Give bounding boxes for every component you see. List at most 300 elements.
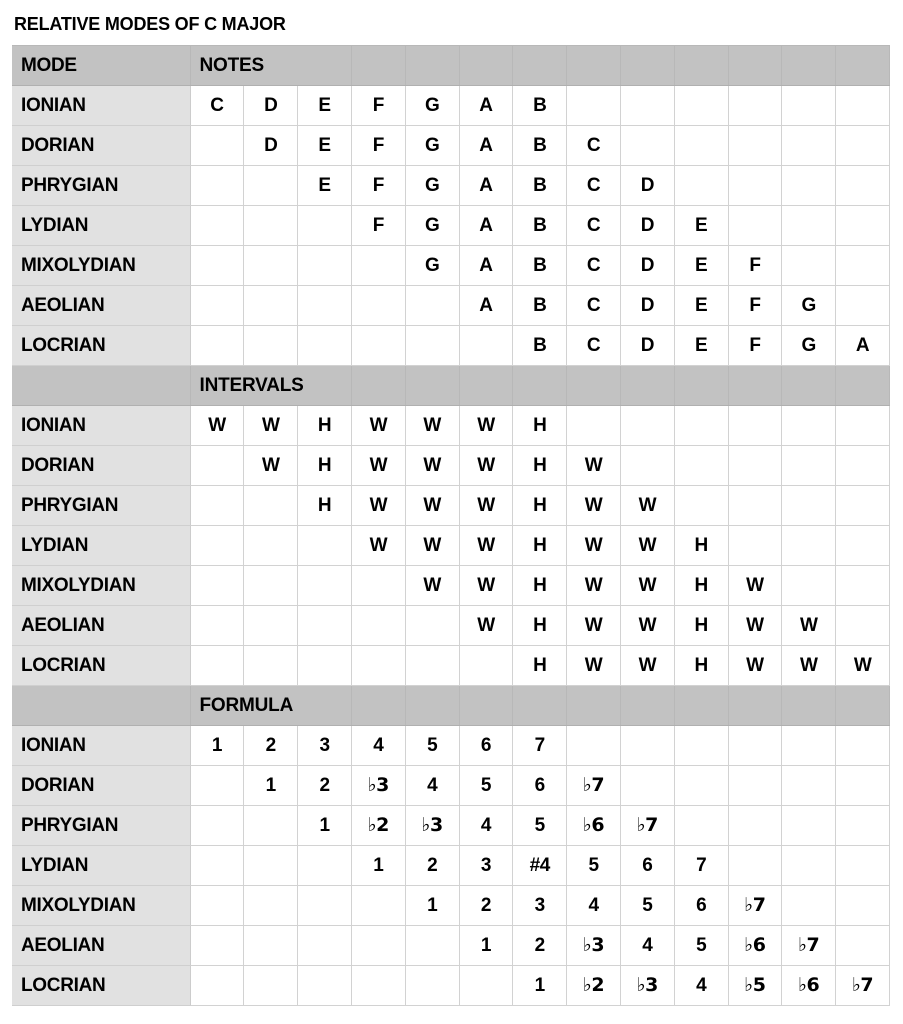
data-cell-empty (298, 286, 352, 326)
data-cell-empty (244, 486, 298, 526)
data-cell-empty (836, 766, 890, 806)
section-header-filler-cell (567, 686, 621, 726)
data-cell-filled: B (513, 126, 567, 166)
data-cell-empty (674, 446, 728, 486)
data-cell-empty (190, 806, 244, 846)
section-header-row-notes (12, 46, 890, 86)
data-cell-filled: 2 (298, 766, 352, 806)
data-cell-filled: G (782, 286, 836, 326)
data-cell-filled: A (459, 126, 513, 166)
data-cell-filled: G (405, 206, 459, 246)
data-cell-filled (567, 766, 621, 806)
data-cell-filled: W (459, 526, 513, 566)
data-cell-filled: E (674, 286, 728, 326)
data-cell-filled: D (244, 86, 298, 126)
data-cell-empty (728, 406, 782, 446)
data-cell-filled: H (513, 446, 567, 486)
data-cell-empty (836, 286, 890, 326)
section-header-filler-cell (782, 686, 836, 726)
data-cell-empty (836, 926, 890, 966)
data-cell-filled: H (513, 646, 567, 686)
data-cell-empty (298, 646, 352, 686)
data-cell-filled: W (567, 566, 621, 606)
data-cell-filled: 1 (244, 766, 298, 806)
data-cell-filled: 7 (513, 726, 567, 766)
section-header-filler-cell (620, 686, 674, 726)
data-cell-empty (244, 606, 298, 646)
mode-name-cell: LOCRIAN (12, 966, 190, 1006)
data-cell-filled: W (567, 486, 621, 526)
data-cell-filled: W (567, 646, 621, 686)
data-cell-empty (298, 566, 352, 606)
data-cell-filled: 6 (459, 726, 513, 766)
section-header-filler-cell (459, 46, 513, 86)
section-header-row-intervals (12, 366, 890, 406)
data-cell-empty (836, 526, 890, 566)
data-cell-empty (782, 766, 836, 806)
data-cell-filled: 4 (674, 966, 728, 1006)
section-header-filler-cell (459, 366, 513, 406)
data-cell-filled: W (405, 566, 459, 606)
data-cell-empty (351, 566, 405, 606)
data-cell-filled (620, 966, 674, 1006)
data-cell-empty (728, 806, 782, 846)
mode-name-cell: MIXOLYDIAN (12, 886, 190, 926)
data-cell-empty (190, 486, 244, 526)
data-cell-filled: H (513, 526, 567, 566)
section-header-filler-cell (782, 366, 836, 406)
table-row (12, 966, 890, 1006)
data-cell-empty (190, 886, 244, 926)
section-header-filler-cell (836, 686, 890, 726)
data-cell-filled: 6 (620, 846, 674, 886)
data-cell-filled: W (782, 606, 836, 646)
data-cell-empty (244, 526, 298, 566)
data-cell-empty (782, 126, 836, 166)
data-cell-empty (728, 726, 782, 766)
data-cell-empty (567, 406, 621, 446)
table-row (12, 646, 890, 686)
data-cell-empty (782, 246, 836, 286)
data-cell-empty (190, 126, 244, 166)
data-cell-empty (351, 886, 405, 926)
data-cell-filled: H (513, 566, 567, 606)
data-cell-empty (351, 646, 405, 686)
data-cell-empty (351, 246, 405, 286)
data-cell-empty (836, 126, 890, 166)
data-cell-filled: W (190, 406, 244, 446)
section-header-filler-cell (405, 686, 459, 726)
mode-name-cell: DORIAN (12, 446, 190, 486)
data-cell-filled: C (567, 126, 621, 166)
section-header-filler-cell (728, 686, 782, 726)
data-cell-empty (244, 966, 298, 1006)
data-cell-empty (728, 166, 782, 206)
data-cell-filled: E (298, 86, 352, 126)
data-cell-empty (298, 206, 352, 246)
section-header-filler-cell (674, 366, 728, 406)
data-cell-filled: H (513, 406, 567, 446)
data-cell-filled: F (728, 286, 782, 326)
section-header-filler-cell (513, 366, 567, 406)
data-cell-filled: 5 (674, 926, 728, 966)
data-cell-filled: W (620, 526, 674, 566)
mode-name-cell: MIXOLYDIAN (12, 246, 190, 286)
table-row (12, 326, 890, 366)
data-cell-empty (674, 126, 728, 166)
data-cell-filled: E (674, 246, 728, 286)
data-cell-filled: 5 (459, 766, 513, 806)
section-header-filler-cell (351, 366, 405, 406)
data-cell-empty (782, 886, 836, 926)
data-cell-filled: 4 (405, 766, 459, 806)
data-cell-filled: 2 (513, 926, 567, 966)
data-cell-filled: H (674, 566, 728, 606)
data-cell-empty (782, 406, 836, 446)
table-row (12, 806, 890, 846)
data-cell-filled: 1 (298, 806, 352, 846)
section-header-filler-cell (728, 46, 782, 86)
data-cell-empty (620, 86, 674, 126)
data-cell-empty (298, 246, 352, 286)
data-cell-filled: 6 (674, 886, 728, 926)
table-row (12, 726, 890, 766)
mode-name-cell: AEOLIAN (12, 286, 190, 326)
data-cell-empty (459, 966, 513, 1006)
data-cell-filled: 1 (351, 846, 405, 886)
data-cell-empty (836, 606, 890, 646)
mode-name-cell: AEOLIAN (12, 606, 190, 646)
section-header-filler-cell (567, 46, 621, 86)
data-cell-empty (782, 566, 836, 606)
data-cell-filled: W (459, 606, 513, 646)
data-cell-filled: W (567, 526, 621, 566)
data-cell-empty (836, 566, 890, 606)
data-cell-filled: F (351, 166, 405, 206)
table-row (12, 766, 890, 806)
data-cell-filled: B (513, 326, 567, 366)
data-cell-filled: C (567, 246, 621, 286)
data-cell-filled: W (620, 566, 674, 606)
data-cell-filled: W (405, 406, 459, 446)
data-cell-empty (244, 326, 298, 366)
data-cell-filled: 5 (567, 846, 621, 886)
data-cell-filled: B (513, 166, 567, 206)
data-cell-empty (782, 726, 836, 766)
data-cell-filled (620, 806, 674, 846)
data-cell-empty (674, 726, 728, 766)
data-cell-filled: 3 (298, 726, 352, 766)
data-cell-filled: 5 (620, 886, 674, 926)
data-cell-filled: A (836, 326, 890, 366)
table-body (12, 46, 890, 1006)
data-cell-empty (782, 446, 836, 486)
mode-name-cell: LOCRIAN (12, 326, 190, 366)
data-cell-filled: W (351, 526, 405, 566)
data-cell-filled: #4 (513, 846, 567, 886)
data-cell-empty (244, 806, 298, 846)
data-cell-empty (244, 646, 298, 686)
data-cell-empty (836, 406, 890, 446)
data-cell-empty (674, 166, 728, 206)
data-cell-filled: W (351, 446, 405, 486)
data-cell-filled: W (620, 646, 674, 686)
flat-symbol-icon: ♭5 (744, 974, 766, 996)
data-cell-filled: B (513, 86, 567, 126)
data-cell-empty (298, 966, 352, 1006)
data-cell-filled: 1 (405, 886, 459, 926)
flat-symbol-icon: ♭7 (744, 894, 766, 916)
data-cell-filled: W (567, 446, 621, 486)
flat-symbol-icon: ♭7 (636, 814, 658, 836)
data-cell-filled: H (298, 486, 352, 526)
section-header-filler-cell (836, 46, 890, 86)
data-cell-empty (459, 326, 513, 366)
data-cell-filled (567, 966, 621, 1006)
data-cell-filled: A (459, 166, 513, 206)
data-cell-filled: E (298, 126, 352, 166)
data-cell-filled: 4 (459, 806, 513, 846)
data-cell-empty (620, 126, 674, 166)
mode-name-cell: PHRYGIAN (12, 166, 190, 206)
data-cell-empty (298, 846, 352, 886)
section-header-filler-cell (351, 46, 405, 86)
data-cell-filled: H (298, 406, 352, 446)
data-cell-filled: F (728, 326, 782, 366)
data-cell-empty (836, 806, 890, 846)
section-header-filler-cell (459, 686, 513, 726)
section-header-mode-label-intervals (12, 366, 190, 406)
data-cell-filled: 7 (674, 846, 728, 886)
data-cell-filled: A (459, 86, 513, 126)
data-cell-filled: W (244, 406, 298, 446)
data-cell-filled (728, 966, 782, 1006)
data-cell-filled: W (620, 486, 674, 526)
data-cell-filled: B (513, 206, 567, 246)
mode-name-cell: PHRYGIAN (12, 806, 190, 846)
table-row (12, 926, 890, 966)
data-cell-empty (836, 246, 890, 286)
section-header-filler-cell (351, 686, 405, 726)
data-cell-filled: W (728, 606, 782, 646)
section-header-mode-label-formula (12, 686, 190, 726)
data-cell-filled: H (513, 606, 567, 646)
data-cell-empty (190, 166, 244, 206)
data-cell-empty (190, 566, 244, 606)
data-cell-filled: F (351, 206, 405, 246)
section-header-filler-cell (405, 46, 459, 86)
data-cell-filled: A (459, 206, 513, 246)
data-cell-empty (190, 646, 244, 686)
data-cell-filled: G (782, 326, 836, 366)
data-cell-filled: 3 (459, 846, 513, 886)
mode-name-cell: LYDIAN (12, 526, 190, 566)
data-cell-filled (782, 926, 836, 966)
data-cell-empty (836, 166, 890, 206)
data-cell-filled: 1 (190, 726, 244, 766)
data-cell-filled (728, 926, 782, 966)
mode-name-cell: MIXOLYDIAN (12, 566, 190, 606)
data-cell-filled: W (405, 486, 459, 526)
data-cell-filled: H (298, 446, 352, 486)
data-cell-filled: C (190, 86, 244, 126)
mode-name-cell: PHRYGIAN (12, 486, 190, 526)
data-cell-filled: W (405, 526, 459, 566)
flat-symbol-icon: ♭3 (421, 814, 443, 836)
section-header-row-formula (12, 686, 890, 726)
data-cell-filled: F (728, 246, 782, 286)
data-cell-filled: H (674, 526, 728, 566)
table-row (12, 446, 890, 486)
data-cell-empty (620, 446, 674, 486)
mode-name-cell: LYDIAN (12, 206, 190, 246)
data-cell-empty (782, 486, 836, 526)
data-cell-filled: W (620, 606, 674, 646)
data-cell-filled: G (405, 126, 459, 166)
data-cell-filled: E (674, 206, 728, 246)
data-cell-filled: G (405, 166, 459, 206)
data-cell-empty (190, 446, 244, 486)
table-row (12, 166, 890, 206)
data-cell-empty (298, 606, 352, 646)
data-cell-empty (728, 86, 782, 126)
data-cell-filled: D (244, 126, 298, 166)
data-cell-empty (674, 486, 728, 526)
mode-name-cell: DORIAN (12, 766, 190, 806)
data-cell-empty (836, 446, 890, 486)
data-cell-filled: 6 (513, 766, 567, 806)
data-cell-empty (782, 166, 836, 206)
section-header-label-notes: NOTES (190, 46, 351, 86)
data-cell-empty (782, 806, 836, 846)
relative-modes-table (12, 45, 890, 1006)
section-header-filler-cell (513, 686, 567, 726)
data-cell-filled (567, 806, 621, 846)
data-cell-empty (728, 446, 782, 486)
data-cell-filled (728, 886, 782, 926)
data-cell-empty (405, 326, 459, 366)
table-row (12, 406, 890, 446)
data-cell-empty (190, 926, 244, 966)
data-cell-filled: W (351, 486, 405, 526)
data-cell-filled: D (620, 246, 674, 286)
flat-symbol-icon: ♭7 (582, 774, 605, 796)
data-cell-empty (190, 206, 244, 246)
data-cell-empty (298, 326, 352, 366)
table-row (12, 886, 890, 926)
data-cell-filled: W (351, 406, 405, 446)
section-header-filler-cell (836, 366, 890, 406)
data-cell-empty (620, 726, 674, 766)
data-cell-empty (782, 86, 836, 126)
data-cell-empty (244, 566, 298, 606)
table-row (12, 566, 890, 606)
data-cell-empty (351, 926, 405, 966)
data-cell-empty (836, 726, 890, 766)
mode-name-cell: IONIAN (12, 726, 190, 766)
data-cell-filled: F (351, 126, 405, 166)
table-row (12, 206, 890, 246)
flat-symbol-icon: ♭3 (636, 974, 658, 996)
mode-name-cell: IONIAN (12, 86, 190, 126)
flat-symbol-icon: ♭6 (582, 814, 605, 836)
data-cell-empty (620, 406, 674, 446)
section-header-mode-label-notes: MODE (12, 46, 190, 86)
flat-symbol-icon: ♭2 (367, 814, 389, 836)
mode-name-cell: DORIAN (12, 126, 190, 166)
data-cell-empty (405, 646, 459, 686)
data-cell-empty (567, 726, 621, 766)
mode-name-cell: AEOLIAN (12, 926, 190, 966)
data-cell-empty (674, 86, 728, 126)
data-cell-filled: A (459, 286, 513, 326)
table-row (12, 486, 890, 526)
table-row (12, 846, 890, 886)
data-cell-filled: D (620, 326, 674, 366)
data-cell-filled: F (351, 86, 405, 126)
data-cell-filled: 1 (513, 966, 567, 1006)
data-cell-filled: 5 (513, 806, 567, 846)
section-header-filler-cell (728, 366, 782, 406)
flat-symbol-icon: ♭7 (798, 934, 820, 956)
data-cell-filled (782, 966, 836, 1006)
data-cell-empty (836, 206, 890, 246)
data-cell-filled: W (567, 606, 621, 646)
data-cell-empty (351, 286, 405, 326)
data-cell-filled: D (620, 166, 674, 206)
data-cell-empty (728, 486, 782, 526)
data-cell-filled: 3 (513, 886, 567, 926)
flat-symbol-icon: ♭3 (582, 934, 605, 956)
table-row (12, 606, 890, 646)
data-cell-empty (244, 286, 298, 326)
data-cell-filled: C (567, 166, 621, 206)
data-cell-empty (190, 326, 244, 366)
data-cell-empty (567, 86, 621, 126)
data-cell-filled (567, 926, 621, 966)
data-cell-empty (244, 246, 298, 286)
data-cell-filled: W (728, 566, 782, 606)
flat-symbol-icon: ♭3 (367, 774, 389, 796)
table-row (12, 526, 890, 566)
data-cell-empty (244, 166, 298, 206)
data-cell-empty (190, 846, 244, 886)
data-cell-empty (190, 526, 244, 566)
data-cell-filled: W (405, 446, 459, 486)
data-cell-filled: W (836, 646, 890, 686)
data-cell-empty (351, 966, 405, 1006)
data-cell-empty (351, 326, 405, 366)
data-cell-filled: C (567, 326, 621, 366)
data-cell-empty (298, 926, 352, 966)
table-row (12, 286, 890, 326)
data-cell-filled: C (567, 286, 621, 326)
data-cell-filled: H (513, 486, 567, 526)
data-cell-empty (620, 766, 674, 806)
data-cell-filled: H (674, 646, 728, 686)
data-cell-filled: W (244, 446, 298, 486)
data-cell-empty (405, 966, 459, 1006)
data-cell-filled: D (620, 206, 674, 246)
data-cell-empty (190, 246, 244, 286)
data-cell-empty (674, 406, 728, 446)
data-cell-filled: W (728, 646, 782, 686)
data-cell-empty (674, 806, 728, 846)
section-header-filler-cell (782, 46, 836, 86)
data-cell-empty (244, 926, 298, 966)
data-cell-filled: B (513, 246, 567, 286)
mode-name-cell: IONIAN (12, 406, 190, 446)
